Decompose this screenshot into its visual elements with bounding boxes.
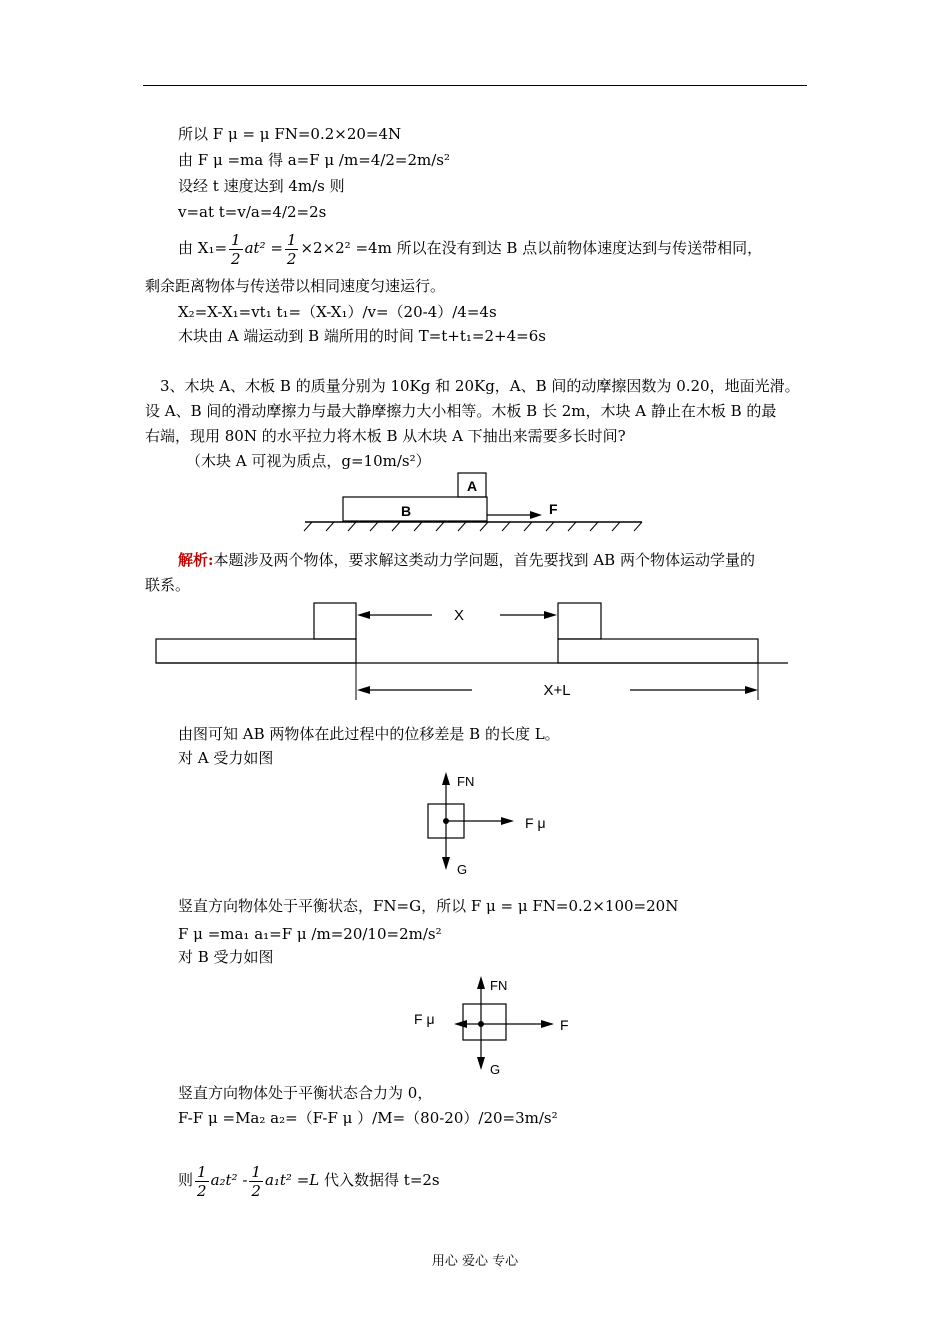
block-a-end: [558, 603, 601, 639]
arrow-head: [530, 511, 542, 519]
ground-hatch: [304, 522, 642, 531]
formula-mid: at² =: [244, 239, 283, 257]
arrow-head: [541, 1020, 554, 1028]
arrow-head: [357, 611, 370, 619]
formula-term: a₁t² =L: [264, 1171, 320, 1189]
arrow-head: [454, 1020, 467, 1028]
block-a-start: [314, 603, 356, 639]
analysis-line: [178, 550, 755, 570]
analysis-label: 解析:: [178, 551, 214, 569]
arrow-head: [357, 686, 370, 694]
figure-block-board: [300, 468, 650, 538]
fraction: $\frac{1}{2}$: [197, 1162, 207, 1200]
fraction: $\frac{1}{2}$: [251, 1162, 261, 1200]
label-x: X: [453, 607, 465, 624]
board-b-start: [156, 639, 356, 663]
text-line: 所以 F μ = μ FN=0.2×20=4N: [178, 125, 402, 143]
arrow-head: [477, 976, 485, 989]
arrow-head: [544, 611, 557, 619]
text-line: 竖直方向物体处于平衡状态，FN=G，所以 F μ = μ FN=0.2×100=20N: [178, 897, 679, 915]
label-g: G: [490, 1062, 501, 1077]
text-line: 由 F μ =ma 得 a=F μ /m=4/2=2m/s²: [178, 151, 451, 169]
text-line: F μ =ma₁ a₁=F μ /m=20/10=2m/s²: [178, 925, 442, 943]
arrow-head: [501, 817, 514, 825]
label-a: A: [466, 478, 478, 494]
formula-line: [178, 1158, 440, 1202]
label-fmu: F μ: [525, 815, 546, 831]
fraction: $\frac{1}{2}$: [286, 230, 297, 268]
figure-forces-a: [410, 766, 570, 882]
problem-text: 右端，现用 80N 的水平拉力将木板 B 从木块 A 下抽出来需要多长时间?: [145, 427, 626, 445]
problem-text: （木块 A 可视为质点，g=10m/s²）: [186, 452, 431, 470]
text-line: 木块由 A 端运动到 B 端所用的时间 T=t+t₁=2+4=6s: [178, 327, 546, 345]
arrow-head: [442, 857, 450, 870]
analysis-text: 本题涉及两个物体，要求解这类动力学问题，首先要找到 AB 两个物体运动学量的: [213, 551, 755, 569]
text-line: v=at t=v/a=4/2=2s: [178, 203, 327, 221]
arrow-head: [477, 1057, 485, 1070]
analysis-cont: 联系。: [145, 576, 191, 594]
label-f: F: [549, 501, 558, 517]
text-line: 剩余距离物体与传送带以相同速度匀速运行。: [145, 277, 446, 295]
label-f: F: [560, 1017, 569, 1033]
text-line: 竖直方向物体处于平衡状态合力为 0，: [178, 1084, 433, 1102]
text-line: X₂=X-X₁=vt₁ t₁=（X-X₁）/v=（20-4）/4=4s: [178, 303, 497, 321]
text-line: 由图可知 AB 两物体在此过程中的位移差是 B 的长度 L。: [178, 725, 560, 743]
text-line: 设经 t 速度达到 4m/s 则: [178, 177, 345, 195]
arrow-head: [442, 772, 450, 785]
problem-text: 3、木块 A、木板 B 的质量分别为 10Kg 和 20Kg，A、B 间的动摩擦因数为 0.20，地面光滑。: [160, 377, 800, 395]
formula-pre: 则: [178, 1171, 194, 1189]
formula-pre: 由 X₁=: [178, 239, 228, 257]
text-line: F-F μ =Ma₂ a₂=（F-F μ ）/M=（80-20）/20=3m/s²: [178, 1109, 558, 1127]
fraction: $\frac{1}{2}$: [231, 230, 241, 268]
text-line: 对 A 受力如图: [178, 749, 274, 767]
formula-line: [178, 228, 762, 268]
formula-term: a₂t² -: [210, 1171, 248, 1189]
formula-post: 所以在没有到达 B 点以前物体速度达到与传送带相同，: [391, 239, 763, 257]
arrow-head: [745, 686, 758, 694]
text-line: 对 B 受力如图: [178, 948, 274, 966]
figure-displacement: [150, 598, 795, 708]
figure-forces-b: [410, 968, 580, 1080]
label-fn: FN: [457, 774, 475, 789]
header-rule: [143, 85, 807, 86]
formula-mid: ×2×2² =4m: [300, 239, 392, 257]
label-fmu: F μ: [414, 1011, 435, 1027]
problem-text: 设 A、B 间的滑动摩擦力与最大静摩擦力大小相等。木板 B 长 2m，木块 A 静止在木板 B 的最: [145, 402, 777, 420]
body-b: [463, 1004, 506, 1040]
label-b: B: [400, 503, 412, 519]
label-g: G: [457, 862, 468, 877]
label-fn: FN: [490, 978, 508, 993]
page-footer: 用心 爱心 专心: [431, 1254, 519, 1269]
label-xl: X+L: [543, 682, 571, 699]
board-b: [343, 497, 487, 521]
board-b-end: [558, 639, 758, 663]
formula-post: 代入数据得 t=2s: [319, 1171, 440, 1189]
